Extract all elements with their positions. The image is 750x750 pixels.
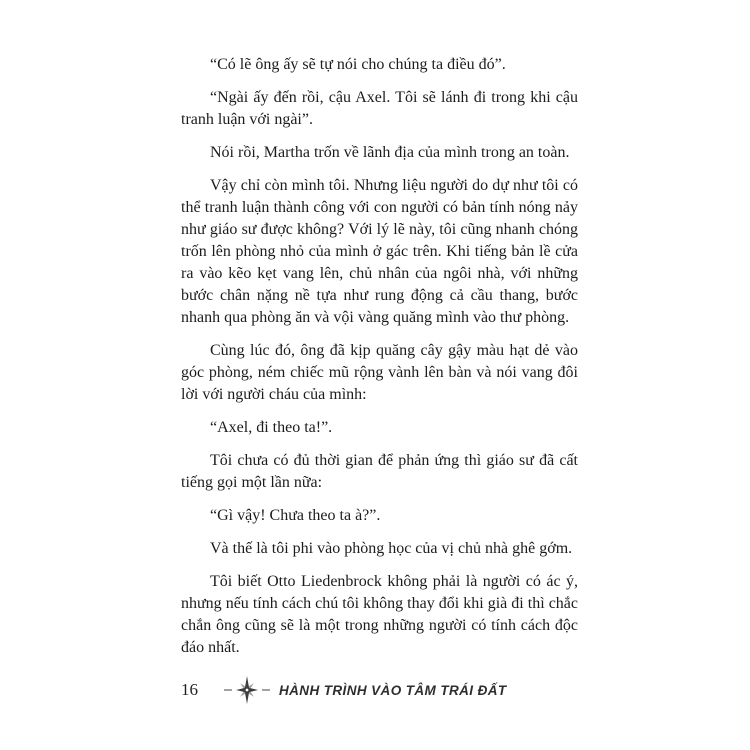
- running-title: HÀNH TRÌNH VÀO TÂM TRÁI ĐẤT: [279, 682, 507, 698]
- paragraph: Cùng lúc đó, ông đã kịp quăng cây gậy màu hạt dẻ vào góc phòng, ném chiếc mũ rộng vành lên bàn và nói vang đôi lời với người cháu của mình:: [181, 342, 578, 403]
- page-number: 16: [181, 680, 198, 699]
- paragraph: Và thế là tôi phi vào phòng học của vị chủ nhà ghê gớm.: [210, 540, 573, 557]
- paragraph-dialogue: “Gì vậy! Chưa theo ta à?”.: [210, 507, 381, 524]
- paragraph: Tôi biết Otto Liedenbrock không phải là người có ác ý, nhưng nếu tính cách chú tôi không thay đổi khi già đi thì chắc chắn ông cũng sẽ là một trong những người có tính cách độc đáo nhất.: [181, 573, 578, 656]
- compass-rose-icon: [223, 675, 271, 705]
- page-text: [181, 54, 578, 670]
- paragraph-dialogue: “Ngài ấy đến rồi, cậu Axel. Tôi sẽ lánh đi trong khi cậu tranh luận với ngài”.: [181, 89, 578, 128]
- paragraph: Vậy chỉ còn mình tôi. Nhưng liệu người do dự như tôi có thể tranh luận thành công với con người có bản tính nóng nảy như giáo sư được không? Với lý lẽ này, tôi cũng nhanh chóng trốn lên phòng nhỏ của mình ở gác trên. Khi tiếng bản lề cửa ra vào kẽo kẹt vang lên, chủ nhân của ngôi nhà, với những bước chân nặng nề tựa như rung động cả cầu thang, bước nhanh qua phòng ăn và vội vàng quăng mình vào thư phòng.: [181, 177, 578, 326]
- paragraph-dialogue: “Axel, đi theo ta!”.: [210, 419, 333, 436]
- page-footer: [181, 676, 581, 704]
- paragraph: Nói rồi, Martha trốn về lãnh địa của mình trong an toàn.: [210, 144, 570, 161]
- paragraph: Tôi chưa có đủ thời gian để phản ứng thì giáo sư đã cất tiếng gọi một lần nữa:: [181, 452, 578, 491]
- paragraph-dialogue: “Có lẽ ông ấy sẽ tự nói cho chúng ta điều đó”.: [210, 56, 506, 73]
